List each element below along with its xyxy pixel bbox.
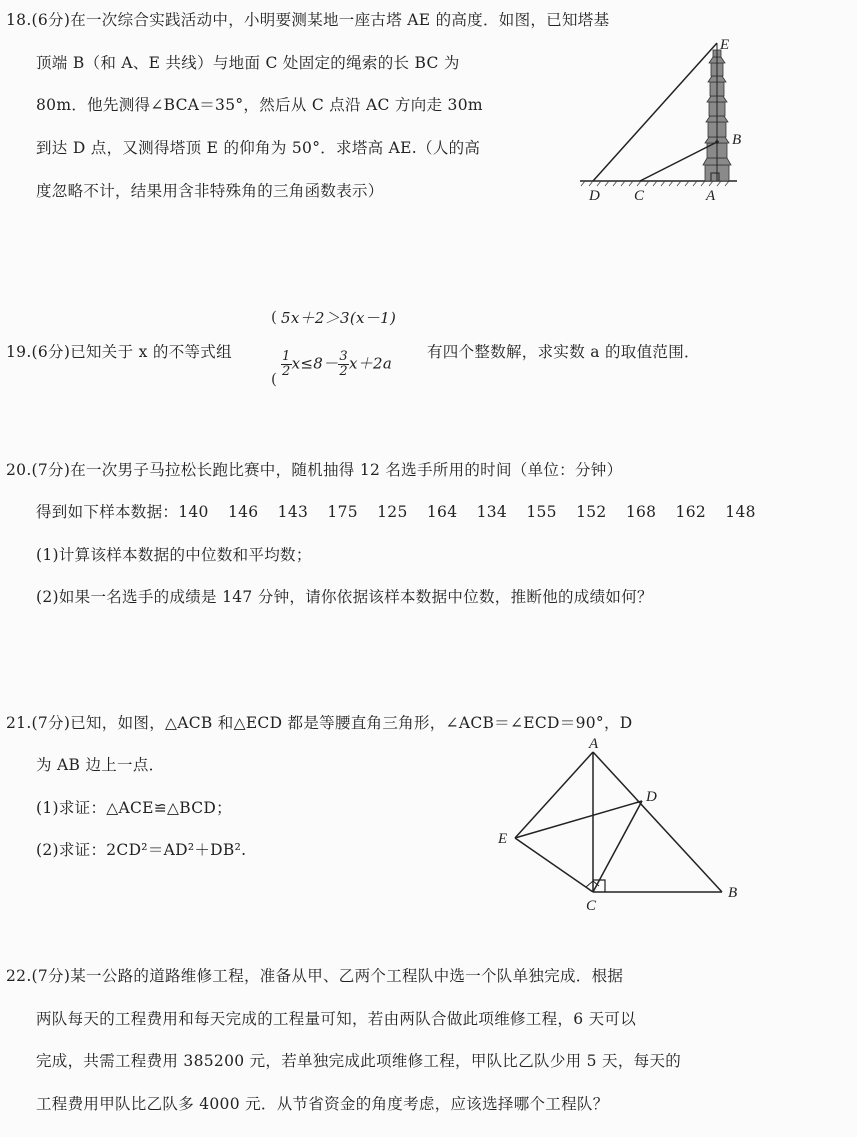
q22-line-4: 工程费用甲队比乙队多 4000 元．从节省资金的角度考虑，应该选择哪个工程队？	[36, 1095, 609, 1113]
q18-line-5: 度忽略不计，结果用含非特殊角的三角函数表示）	[36, 182, 384, 200]
q22-line-3: 完成，共需工程费用 385200 元，若单独完成此项维修工程，甲队比乙队少用 5 天，每天的	[36, 1052, 682, 1070]
label-A: A	[706, 188, 716, 204]
q18-line-2: 顶端 B（和 A、E 共线）与地面 C 处固定的绳索的长 BC 为	[36, 54, 460, 72]
q19-inequality-1: 5x＋2＞3(x－1)	[281, 309, 397, 327]
line-EA	[515, 752, 593, 838]
label-B: B	[732, 132, 742, 148]
line-ED	[515, 801, 642, 838]
q18-line-4: 到达 D 点，又测得塔顶 E 的仰角为 50°．求塔高 AE.（人的高	[36, 139, 481, 157]
q19-brace-bottom: (	[271, 370, 278, 388]
line-DE	[593, 43, 717, 181]
q20-line-2: 得到如下样本数据：140 146 143 175 125 164 134 155 152 168 162 148	[36, 503, 756, 521]
q22-line-1: 22.(7分)某一公路的道路维修工程，准备从甲、乙两个工程队中选一个队单独完成．根据	[6, 967, 624, 985]
q20-line-1: 20.(7分)在一次男子马拉松长跑比赛中，随机抽得 12 名选手所用的时间（单位：分钟）	[6, 461, 623, 479]
label-A: A	[589, 736, 599, 752]
label-C: C	[586, 898, 597, 914]
q19-inequality-2: $\frac{1}{2}$ x≤8－ $\frac{3}{2}$ x＋2a	[282, 349, 393, 379]
line-CD	[593, 801, 642, 892]
q22-line-2: 两队每天的工程费用和每天完成的工程量可知，若由两队合做此项维修工程，6 天可以	[36, 1010, 636, 1028]
label-D: D	[646, 789, 657, 805]
q18-line-3: 80m．他先测得∠BCA＝35°，然后从 C 点沿 AC 方向走 30m	[36, 96, 483, 114]
line-EC	[515, 838, 593, 892]
q19-suffix: 有四个整数解，求实数 a 的取值范围．	[427, 343, 700, 361]
q19-prefix: 19.(6分)已知关于 x 的不等式组	[6, 343, 232, 361]
label-D: D	[589, 188, 600, 204]
q21-triangle-figure	[490, 735, 750, 915]
q21-sub-1: (1)求证：△ACE≌△BCD；	[36, 799, 232, 817]
q18-line-1: 18.(6分)在一次综合实践活动中，小明要测某地一座古塔 AE 的高度．如图，已知塔基	[6, 11, 610, 29]
q21-sub-2: (2)求证：2CD²＝AD²＋DB².	[36, 841, 247, 859]
label-E: E	[498, 831, 508, 847]
q21-line-1: 21.(7分)已知，如图，△ACB 和△ECD 都是等腰直角三角形，∠ACB＝∠ECD＝90°，D	[6, 714, 633, 732]
label-B: B	[728, 885, 738, 901]
q20-data: 140 146 143 175 125 164 134 155 152 168 162 148	[178, 503, 756, 521]
q19-brace: (	[271, 308, 278, 326]
q19-frac-2: $\frac{3}{2}$	[339, 349, 348, 379]
q18-tower-figure	[575, 30, 775, 230]
q20-sub-2: (2)如果一名选手的成绩是 147 分钟，请你依据该样本数据中位数，推断他的成绩如何？	[36, 588, 653, 606]
q20-sub-1: (1)计算该样本数据的中位数和平均数；	[36, 546, 312, 564]
line-AB	[593, 752, 722, 892]
q19-frac-1: $\frac{1}{2}$	[282, 349, 291, 379]
label-C: C	[634, 188, 645, 204]
q21-line-2: 为 AB 边上一点．	[36, 756, 165, 774]
label-E: E	[720, 37, 730, 53]
